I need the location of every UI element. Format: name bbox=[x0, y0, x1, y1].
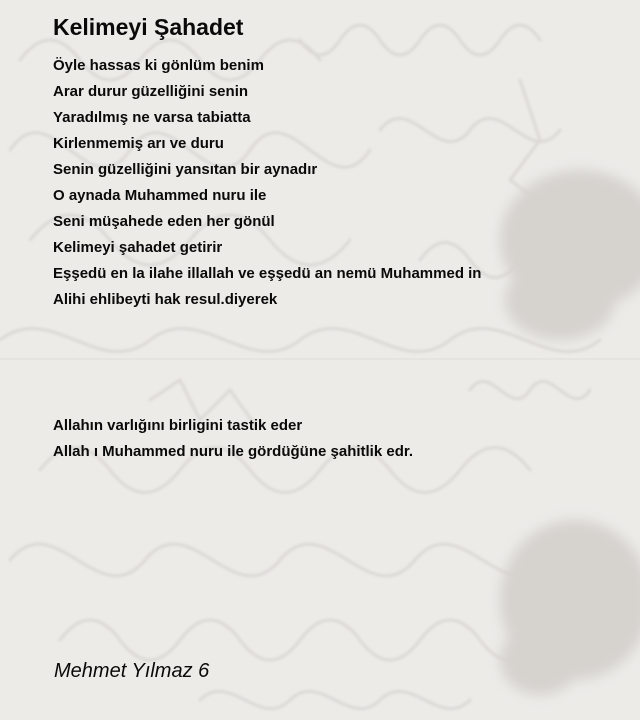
poem-author: Mehmet Yılmaz 6 bbox=[54, 660, 210, 682]
poem-line: Allah ı Muhammed nuru ile gördüğüne şahitlik edr. bbox=[53, 443, 414, 460]
poem-line: Allahın varlığını birligini tastik eder bbox=[53, 417, 303, 434]
poem-line: Öyle hassas ki gönlüm benim bbox=[53, 57, 264, 74]
poem-line: Seni müşahede eden her gönül bbox=[53, 213, 275, 230]
poem-stanza-2 bbox=[53, 413, 413, 465]
poem-line: O aynada Muhammed nuru ile bbox=[53, 187, 267, 204]
poem-title: Kelimeyi Şahadet bbox=[53, 14, 244, 40]
poem-stanza-1 bbox=[53, 53, 481, 313]
poem-line: Kirlenmemiş arı ve duru bbox=[53, 135, 224, 152]
poem-line: Kelimeyi şahadet getirir bbox=[53, 239, 223, 256]
poem-line: Arar durur güzelliğini senin bbox=[53, 83, 249, 100]
poem-line: Alihi ehlibeyti hak resul.diyerek bbox=[53, 291, 278, 308]
poem-line: Senin güzelliğini yansıtan bir aynadır bbox=[53, 161, 318, 178]
poem-line: Yaradılmış ne varsa tabiatta bbox=[53, 109, 251, 126]
poem-line: Eşşedü en la ilahe illallah ve eşşedü an nemü Muhammed in bbox=[53, 265, 482, 282]
